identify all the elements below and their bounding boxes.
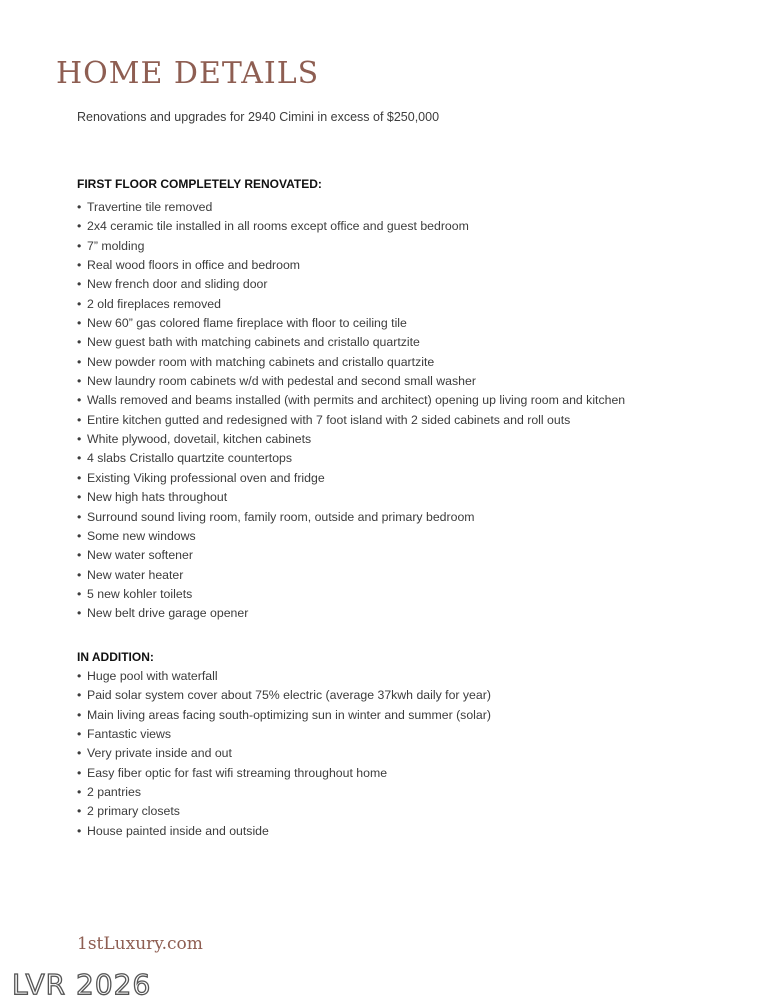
list-item [77,488,625,507]
list-item [77,585,625,604]
list-item [77,566,625,585]
bullet-icon: • [77,296,82,311]
list-item-text: New water softener [87,548,193,563]
list-item-text: White plywood, dovetail, kitchen cabinets [87,432,312,447]
bullet-icon: • [77,335,82,350]
bullet-icon: • [77,490,82,505]
list-item [77,430,625,449]
list-item-text: Easy fiber optic for fast wifi streaming throughout home [87,765,388,780]
bullet-icon: • [77,316,82,331]
in-addition-list [77,667,491,841]
list-item [77,217,625,236]
bullet-icon: • [77,200,82,214]
list-item-text: 2 primary closets [87,804,180,819]
bullet-icon: • [77,785,82,800]
bullet-icon: • [77,567,82,582]
bullet-icon: • [77,669,82,683]
first-floor-list [77,198,625,624]
list-item-text: New powder room with matching cabinets and cristallo quartzite [87,354,435,369]
list-item [77,237,625,256]
list-item-text: House painted inside and outside [87,823,269,838]
list-item-text: New high hats throughout [87,490,228,505]
list-item-text: Real wood floors in office and bedroom [87,258,301,273]
list-item [77,353,625,372]
list-item-text: Huge pool with waterfall [87,669,218,683]
list-item [77,764,491,783]
list-item-text: 5 new kohler toilets [87,586,193,601]
bullet-icon: • [77,548,82,563]
list-item-text: 7” molding [87,238,145,253]
bullet-icon: • [77,219,82,234]
list-item-text: New belt drive garage opener [87,606,249,621]
list-item-text: Fantastic views [87,727,172,742]
list-item [77,744,491,763]
bullet-icon: • [77,354,82,369]
bullet-icon: • [77,509,82,524]
in-addition-heading: IN ADDITION: [77,650,154,664]
bullet-icon: • [77,528,82,543]
list-item [77,198,625,217]
bullet-icon: • [77,238,82,253]
list-item [77,783,491,802]
list-item [77,372,625,391]
list-item [77,725,491,744]
list-item-text: Very private inside and out [87,746,232,761]
bullet-icon: • [77,765,82,780]
bullet-icon: • [77,432,82,447]
page-title: HOME DETAILS [56,56,320,91]
list-item-text: New laundry room cabinets w/d with pedestal and second small washer [87,374,476,389]
list-item [77,527,625,546]
list-item [77,295,625,314]
list-item-text: Walls removed and beams installed (with permits and architect) opening up living room and kitchen [87,393,626,408]
list-item-text: Existing Viking professional oven and fridge [87,470,325,485]
bullet-icon: • [77,727,82,742]
bullet-icon: • [77,277,82,292]
list-item-text: New 60” gas colored flame fireplace with floor to ceiling tile [87,316,407,331]
list-item-text: New guest bath with matching cabinets and cristallo quartzite [87,335,420,350]
bullet-icon: • [77,451,82,466]
bullet-icon: • [77,804,82,819]
bullet-icon: • [77,374,82,389]
list-item-text: 2x4 ceramic tile installed in all rooms except office and guest bedroom [87,219,469,234]
bullet-icon: • [77,688,82,703]
list-item [77,411,625,430]
list-item [77,469,625,488]
list-item-text: Paid solar system cover about 75% electric (average 37kwh daily for year) [87,688,491,703]
list-item-text: New water heater [87,567,184,582]
bullet-icon: • [77,258,82,273]
list-item [77,822,491,841]
bullet-icon: • [77,470,82,485]
bullet-icon: • [77,606,82,621]
list-item [77,802,491,821]
list-item [77,449,625,468]
list-item-text: 2 pantries [87,785,142,800]
list-item [77,546,625,565]
list-item-text: Some new windows [87,528,196,543]
list-item [77,256,625,275]
list-item-text: Travertine tile removed [87,200,213,214]
bullet-icon: • [77,823,82,838]
list-item-text: 2 old fireplaces removed [87,296,221,311]
bullet-icon: • [77,412,82,427]
list-item-text: New french door and sliding door [87,277,268,292]
list-item [77,706,491,725]
list-item-text: Entire kitchen gutted and redesigned with 7 foot island with 2 sided cabinets and roll outs [87,412,571,427]
bullet-icon: • [77,393,82,408]
list-item-text: Main living areas facing south-optimizing sun in winter and summer (solar) [87,707,491,722]
list-item [77,604,625,623]
bullet-icon: • [77,707,82,722]
list-item [77,686,491,705]
list-item [77,508,625,527]
bullet-icon: • [77,586,82,601]
bullet-icon: • [77,746,82,761]
list-item [77,391,625,410]
intro-text: Renovations and upgrades for 2940 Cimini in excess of $250,000 [77,110,440,124]
watermark: LVR 2026 [12,968,152,1001]
first-floor-heading: FIRST FLOOR COMPLETELY RENOVATED: [77,177,322,191]
list-item-text: 4 slabs Cristallo quartzite countertops [87,451,293,466]
list-item [77,667,491,686]
list-item [77,275,625,294]
list-item-text: Surround sound living room, family room, outside and primary bedroom [87,509,475,524]
list-item [77,333,625,352]
list-item [77,314,625,333]
footer-site-logo: 1stLuxury.com [77,934,203,954]
